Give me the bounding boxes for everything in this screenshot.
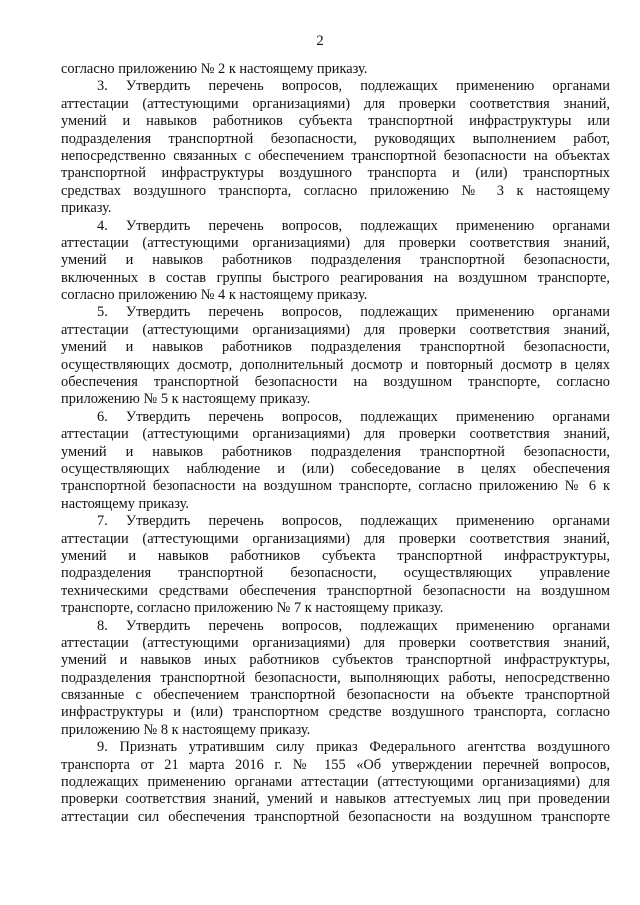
text-line: средствах воздушного транспорта, согласно приложению № 3 к настоящему (61, 182, 610, 199)
text-line: умений и навыков работников подразделения транспортной безопасности, (61, 339, 610, 356)
text-line: проверки соответствия знаний, умений и навыков аттестуемых лиц при проведении (61, 791, 610, 808)
text-line: умений и навыков работников подразделения транспортной безопасности, (61, 252, 610, 269)
text-line: осуществляющих досмотр, дополнительный досмотр и повторный досмотр в целях (61, 356, 610, 373)
text-line: аттестации (аттестующими организациями) для проверки соответствия знаний, (61, 95, 610, 112)
text-line: умений и навыков работников подразделения транспортной безопасности, (61, 443, 610, 460)
text-line: техническими средствами обеспечения транспортной безопасности на воздушном (61, 582, 610, 599)
text-line: согласно приложению № 4 к настоящему приказу. (61, 287, 368, 304)
text-line: подлежащих применению органами аттестации (аттестующими организациями) для (61, 774, 610, 791)
paragraph-first-line: 5. Утвердить перечень вопросов, подлежащих применению органами (97, 304, 610, 321)
text-line: умений и навыков работников субъекта транспортной инфраструктуры, (61, 547, 610, 564)
text-line: аттестации (аттестующими организациями) для проверки соответствия знаний, (61, 321, 610, 338)
text-line: непосредственно связанных с обеспечением транспортной безопасности на объектах (61, 147, 610, 164)
text-line: аттестации сил обеспечения транспортной безопасности на воздушном транспорте (61, 808, 610, 825)
text-line: транспортной безопасности на воздушном транспорте, согласно приложению № 6 к (61, 478, 610, 495)
text-line: транспорте, согласно приложению № 7 к настоящему приказу. (61, 600, 444, 617)
paragraph-first-line: 4. Утвердить перечень вопросов, подлежащих применению органами (97, 217, 610, 234)
text-line: связанные с обеспечением транспортной безопасности на объекте транспортной (61, 687, 610, 704)
text-line: умений и навыков работников субъекта транспортной инфраструктуры или (61, 113, 610, 130)
text-line: подразделения транспортной безопасности, осуществляющих управление (61, 565, 610, 582)
document-body (61, 61, 610, 826)
paragraph-first-line: 6. Утвердить перечень вопросов, подлежащих применению органами (97, 408, 610, 425)
text-line: согласно приложению № 2 к настоящему приказу. (61, 61, 368, 77)
paragraph-first-line: 8. Утвердить перечень вопросов, подлежащих применению органами (97, 617, 610, 634)
text-line: инфраструктуры и (или) транспортном средстве воздушного транспорта, согласно (61, 704, 610, 721)
text-line: транспортной инфраструктуры воздушного транспорта и (или) транспортных (61, 165, 610, 182)
text-line: осуществляющих наблюдение и (или) собеседование в целях обеспечения (61, 460, 610, 477)
text-line: приложению № 8 к настоящему приказу. (61, 721, 311, 738)
text-line: обеспечения транспортной безопасности на воздушном транспорте, согласно (61, 374, 610, 391)
text-line: настоящему приказу. (61, 495, 189, 512)
text-line: включенных в состав группы быстрого реагирования на воздушном транспорте, (61, 269, 610, 286)
text-line: приказу. (61, 200, 112, 217)
text-line: транспорта от 21 марта 2016 г. № 155 «Об утверждении перечней вопросов, (61, 756, 610, 773)
text-line: подразделения транспортной безопасности, руководящих выполнением работ, (61, 130, 610, 147)
text-line: подразделения транспортной безопасности, выполняющих работы, непосредственно (61, 669, 610, 686)
text-line: аттестации (аттестующими организациями) для проверки соответствия знаний, (61, 530, 610, 547)
paragraph-first-line: 9. Признать утратившим силу приказ Федерального агентства воздушного (97, 739, 610, 756)
text-line: аттестации (аттестующими организациями) для проверки соответствия знаний, (61, 634, 610, 651)
text-line: умений и навыков иных работников субъектов транспортной инфраструктуры, (61, 652, 610, 669)
page-number: 2 (316, 33, 324, 49)
text-line: приложению № 5 к настоящему приказу. (61, 391, 311, 408)
text-line: аттестации (аттестующими организациями) для проверки соответствия знаний, (61, 426, 610, 443)
paragraph-first-line: 7. Утвердить перечень вопросов, подлежащих применению органами (97, 513, 610, 530)
paragraph-first-line: 3. Утвердить перечень вопросов, подлежащих применению органами (97, 78, 610, 95)
text-line: аттестации (аттестующими организациями) для проверки соответствия знаний, (61, 234, 610, 251)
